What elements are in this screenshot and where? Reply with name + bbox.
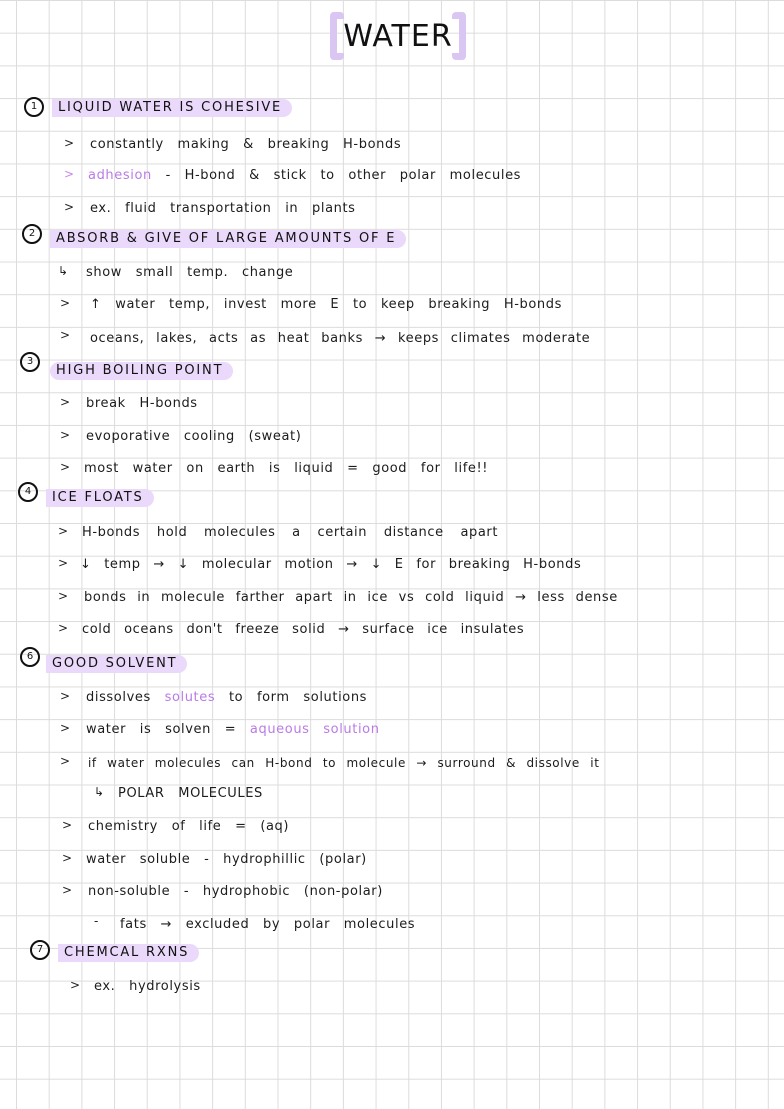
note-line: fats → excluded by polar molecules	[120, 917, 416, 932]
section-6-number: 6	[20, 647, 40, 667]
note-line: POLAR MOLECULES	[118, 786, 263, 801]
bullet-marker: >	[60, 460, 71, 474]
section-3-number: 3	[20, 352, 40, 372]
section-2-number: 2	[22, 224, 42, 244]
note-line: show small temp. change	[86, 265, 294, 280]
bullet-marker: >	[58, 621, 69, 635]
bullet-marker: >	[58, 556, 69, 570]
section-4-number: 4	[18, 482, 38, 502]
note-line	[88, 167, 521, 185]
note-line: bonds in molecule farther apart in ice vs cold liquid → less dense	[84, 590, 618, 605]
bullet-marker: >	[60, 296, 71, 310]
term-solutes: solutes	[164, 690, 216, 705]
title-block	[330, 12, 466, 62]
section-3-heading: HIGH BOILING POINT	[50, 362, 233, 380]
section-7-heading: CHEMCAL RXNS	[58, 944, 199, 962]
section-4-heading: ICE FLOATS	[46, 489, 154, 507]
note-line: ex. fluid transportation in plants	[90, 201, 356, 216]
note-line-text: - H-bond & stick to other polar molecules	[151, 168, 522, 183]
note-line: oceans, lakes, acts as heat banks → keeps climates moderate	[90, 331, 591, 346]
term-aqueous-solution: aqueous solution	[249, 722, 380, 737]
dash-marker: -	[94, 914, 99, 928]
note-line-text: dissolves	[86, 690, 165, 705]
section-1-heading: LIQUID WATER IS COHESIVE	[52, 99, 292, 117]
bullet-marker: >	[60, 754, 71, 768]
section-1-number: 1	[24, 97, 44, 117]
bullet-marker: >	[62, 818, 73, 832]
note-line: cold oceans don't freeze solid → surface ice insulates	[82, 622, 525, 637]
note-line: ↑ water temp, invest more E to keep breaking H-bonds	[90, 297, 562, 312]
page-title: WATER	[343, 19, 453, 54]
bullet-marker: >	[60, 689, 71, 703]
note-line: evoporative cooling (sweat)	[86, 429, 302, 444]
term-adhesion: adhesion	[88, 168, 152, 183]
bullet-marker: >	[60, 721, 71, 735]
note-line	[86, 721, 380, 739]
note-line: H-bonds hold molecules a certain distance apart	[82, 525, 499, 540]
bullet-marker: >	[64, 200, 75, 214]
section-7-number: 7	[30, 940, 50, 960]
note-line: ↓ temp → ↓ molecular motion → ↓ E for breaking H-bonds	[80, 557, 582, 572]
note-line: if water molecules can H-bond to molecule → surround & dissolve it	[88, 756, 600, 770]
bullet-marker: >	[64, 167, 75, 181]
bullet-marker: >	[58, 524, 69, 538]
note-line: non-soluble - hydrophobic (non-polar)	[88, 884, 383, 899]
bullet-marker: >	[60, 328, 71, 342]
section-2-heading: ABSORB & GIVE OF LARGE AMOUNTS OF E	[50, 230, 406, 248]
section-6-heading: GOOD SOLVENT	[46, 655, 187, 673]
note-line: chemistry of life = (aq)	[88, 819, 290, 834]
note-line	[86, 689, 367, 707]
note-line: constantly making & breaking H-bonds	[90, 137, 402, 152]
note-line: most water on earth is liquid = good for life!!	[84, 461, 489, 476]
note-line-text: water is solven =	[86, 722, 250, 737]
arrow-marker: ↳	[58, 264, 69, 278]
bullet-marker: >	[60, 428, 71, 442]
note-line-text: to form solutions	[215, 690, 368, 705]
note-line: water soluble - hydrophillic (polar)	[86, 852, 367, 867]
note-line: break H-bonds	[86, 396, 198, 411]
bullet-marker: >	[62, 883, 73, 897]
bullet-marker: >	[64, 136, 75, 150]
bullet-marker: >	[70, 978, 81, 992]
bullet-marker: >	[62, 851, 73, 865]
bullet-marker: >	[60, 395, 71, 409]
arrow-marker: ↳	[94, 785, 105, 799]
note-line: ex. hydrolysis	[94, 979, 201, 994]
bullet-marker: >	[58, 589, 69, 603]
